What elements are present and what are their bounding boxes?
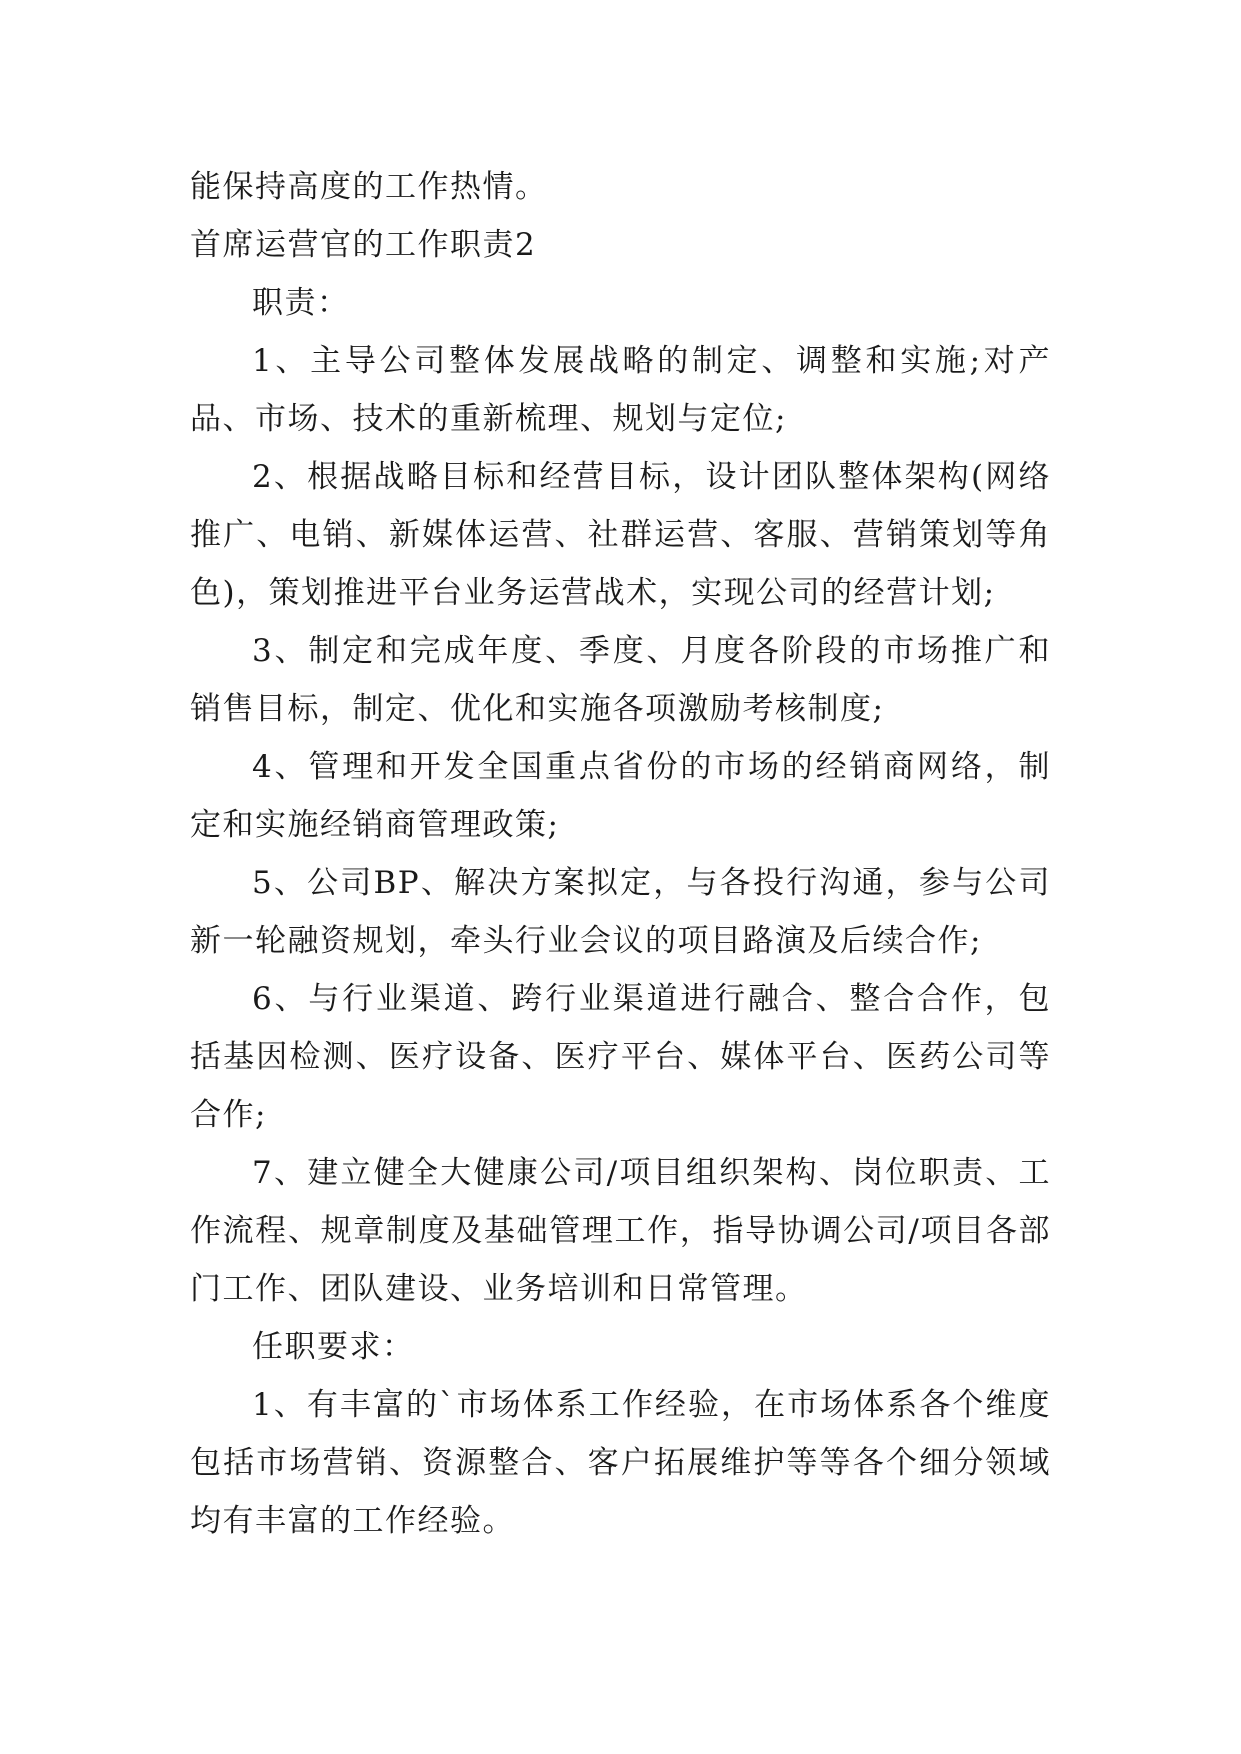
document-body [190,158,1051,1550]
duties-heading: 职责： [252,285,350,321]
requirements-heading: 任职要求： [252,1329,415,1365]
duty-item-3: 3、制定和完成年度、季度、月度各阶段的市场推广和销售目标，制定、优化和实施各项激励考核制度; [190,633,1051,727]
duty-item-4: 4、管理和开发全国重点省份的市场的经销商网络，制定和实施经销商管理政策; [190,749,1051,843]
requirement-item-1: 1、有丰富的`市场体系工作经验，在市场体系各个维度包括市场营销、资源整合、客户拓展维护等等各个细分领域均有丰富的工作经验。 [190,1387,1051,1539]
duty-item-2: 2、根据战略目标和经营目标，设计团队整体架构(网络推广、电销、新媒体运营、社群运营、客服、营销策划等角色)，策划推进平台业务运营战术，实现公司的经营计划; [190,459,1051,611]
duty-item-1: 1、主导公司整体发展战略的制定、调整和实施;对产品、市场、技术的重新梳理、规划与定位; [190,343,1051,437]
duty-item-6: 6、与行业渠道、跨行业渠道进行融合、整合合作，包括基因检测、医疗设备、医疗平台、媒体平台、医药公司等合作; [190,981,1051,1133]
duty-item-7: 7、建立健全大健康公司/项目组织架构、岗位职责、工作流程、规章制度及基础管理工作，指导协调公司/项目各部门工作、团队建设、业务培训和日常管理。 [190,1155,1051,1307]
section-heading: 首席运营官的工作职责2 [190,227,537,263]
duty-item-5: 5、公司BP、解决方案拟定，与各投行沟通，参与公司新一轮融资规划，牵头行业会议的项目路演及后续合作; [190,865,1051,959]
paragraph-continuation: 能保持高度的工作热情。 [190,169,548,205]
